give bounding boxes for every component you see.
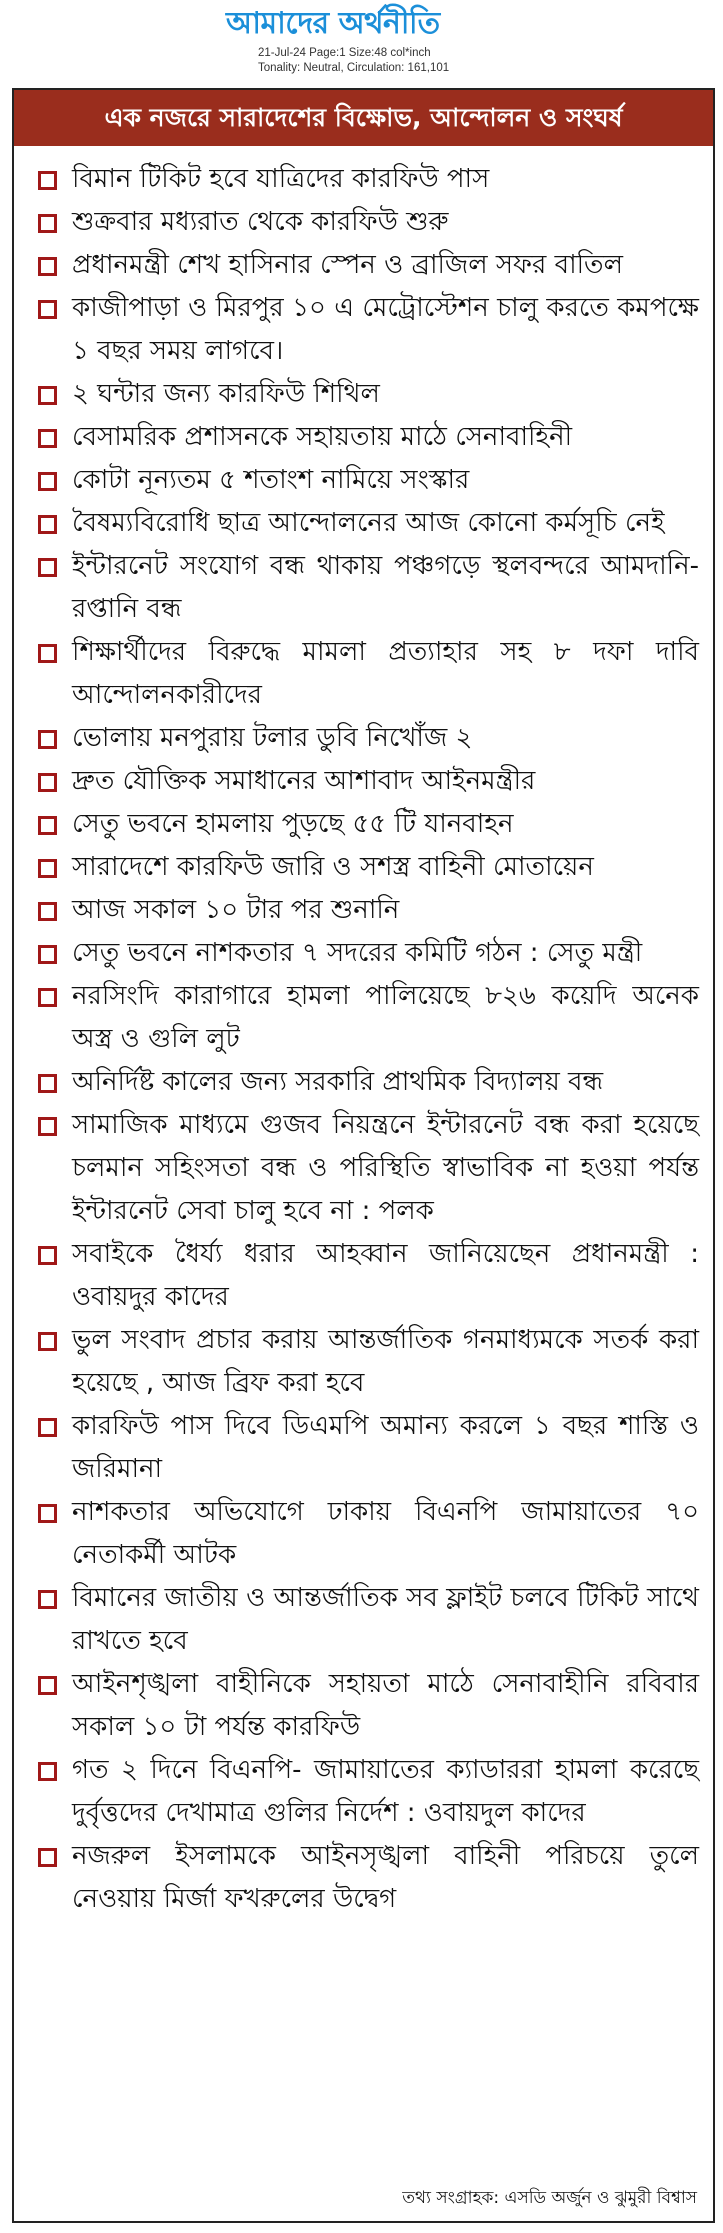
square-bullet-icon [38,1676,57,1695]
masthead [0,0,723,80]
square-bullet-icon [38,472,57,491]
square-bullet-icon [38,1332,57,1351]
clipping-meta-circulation: Tonality: Neutral, Circulation: 161,101 [258,62,450,74]
list-item-text: শুক্রবার মধ্যরাত থেকে কারফিউ শুরু [72,207,449,237]
square-bullet-icon [38,171,57,190]
list-item-text: অনির্দিষ্ট কালের জন্য সরকারি প্রাথমিক বিদ্যালয় বন্ধ [72,1067,604,1097]
list-item-text: গত ২ দিনে বিএনপি- জামায়াতের ক্যাডাররা হামলা করেছে দুর্বৃত্তদের দেখামাত্র গুলির নির্দেশ : ওবায়দুল কাদের [72,1755,699,1828]
list-item [14,932,713,975]
square-bullet-icon [38,558,57,577]
list-item-text: সামাজিক মাধ্যমে গুজব নিয়ন্ত্রনে ইন্টারনেট বন্ধ করা হয়েছে চলমান সহিংসতা বন্ধ ও পরিস্থিতি স্বাভাবিক না হওয়া পর্যন্ত ইন্টারনেট সেবা চালু হবে না : পলক [72,1110,699,1226]
square-bullet-icon [38,945,57,964]
list-item-text: কারফিউ পাস দিবে ডিএমপি অমান্য করলে ১ বছর শাস্তি ও জরিমানা [72,1411,699,1484]
list-item [14,373,713,416]
list-item-text: ইন্টারনেট সংযোগ বন্ধ থাকায় পঞ্চগড়ে স্থলবন্দরে আমদানি-রপ্তানি বন্ধ [72,551,699,624]
square-bullet-icon [38,300,57,319]
square-bullet-icon [38,644,57,663]
source-credit: তথ্য সংগ্রাহক: এসডি অর্জুন ও ঝুমুরী বিশ্বাস [402,2188,697,2208]
list-item [14,803,713,846]
list-item [14,1233,713,1319]
headline-banner: এক নজরে সারাদেশের বিক্ষোভ, আন্দোলন ও সংঘর্ষ [14,90,713,146]
list-item [14,244,713,287]
list-item [14,1061,713,1104]
list-item [14,1663,713,1749]
list-item [14,760,713,803]
list-item-text: সবাইকে ধৈর্য্য ধরার আহব্বান জানিয়েছেন প্রধানমন্ত্রী : ওবায়দুর কাদের [72,1239,699,1312]
list-item-text: শিক্ষার্থীদের বিরুদ্ধে মামলা প্রত্যাহার সহ ৮ দফা দাবি আন্দোলনকারীদের [72,637,699,710]
square-bullet-icon [38,1762,57,1781]
list-item [14,717,713,760]
square-bullet-icon [38,386,57,405]
list-item-text: সেতু ভবনে হামলায় পুড়ছে ৫৫ টি যানবাহন [72,809,514,839]
list-item [14,158,713,201]
square-bullet-icon [38,988,57,1007]
square-bullet-icon [38,515,57,534]
list-item-text: নাশকতার অভিযোগে ঢাকায় বিএনপি জামায়াতের ৭০ নেতাকর্মী আটক [72,1497,699,1570]
square-bullet-icon [38,1246,57,1265]
list-item-text: বৈষম্যবিরোধি ছাত্র আন্দোলনের আজ কোনো কর্মসূচি নেই [72,508,665,538]
clipping-meta-date: 21-Jul-24 Page:1 Size:48 col*inch [258,47,431,59]
list-item-text: কোটা নূন্যতম ৫ শতাংশ নামিয়ে সংস্কার [72,465,470,495]
list-item-text: আইনশৃঙ্খলা বাহীনিকে সহায়তা মাঠে সেনাবাহীনি রবিবার সকাল ১০ টা পর্যন্ত কারফিউ [72,1669,699,1742]
list-item-text: বেসামরিক প্রশাসনকে সহায়তায় মাঠে সেনাবাহিনী [72,422,573,452]
newspaper-logo: আমাদের অর্থনীতি [226,6,440,41]
list-item-text: দ্রুত যৌক্তিক সমাধানের আশাবাদ আইনমন্ত্রীর [72,766,536,796]
list-item [14,1405,713,1491]
square-bullet-icon [38,257,57,276]
square-bullet-icon [38,1848,57,1867]
list-item [14,1749,713,1835]
square-bullet-icon [38,1117,57,1136]
list-item [14,502,713,545]
list-item-text: সারাদেশে কারফিউ জারি ও সশস্ত্র বাহিনী মোতায়েন [72,852,594,882]
list-item-text: ভুল সংবাদ প্রচার করায় আন্তর্জাতিক গনমাধ্যমকে সতর্ক করা হয়েছে , আজ ব্রিফ করা হবে [72,1325,699,1398]
list-item [14,287,713,373]
list-item-text: আজ সকাল ১০ টার পর শুনানি [72,895,400,925]
news-list [14,158,713,1921]
list-item-text: নজরুল ইসলামকে আইনসৃঙ্খলা বাহিনী পরিচয়ে তুলে নেওয়ায় মির্জা ফখরুলের উদ্বেগ [72,1841,699,1914]
news-box [12,88,715,2223]
list-item-text: ভোলায় মনপুরায় টলার ডুবি নিখোঁজ ২ [72,723,473,753]
square-bullet-icon [38,902,57,921]
list-item [14,1835,713,1921]
list-item [14,846,713,889]
list-item [14,889,713,932]
list-item-text: নরসিংদি কারাগারে হামলা পালিয়েছে ৮২৬ কয়েদি অনেক অস্ত্র ও গুলি লুট [72,981,699,1054]
list-item-text: সেতু ভবনে নাশকতার ৭ সদরের কমিটি গঠন : সেতু মন্ত্রী [72,938,643,968]
list-item [14,201,713,244]
square-bullet-icon [38,214,57,233]
list-item [14,1319,713,1405]
square-bullet-icon [38,773,57,792]
square-bullet-icon [38,859,57,878]
list-item [14,459,713,502]
list-item [14,1491,713,1577]
list-item [14,975,713,1061]
square-bullet-icon [38,1074,57,1093]
list-item-text: বিমান টিকিট হবে যাত্রিদের কারফিউ পাস [72,164,490,194]
list-item [14,1104,713,1233]
list-item-text: ২ ঘন্টার জন্য কারফিউ শিথিল [72,379,380,409]
list-item-text: বিমানের জাতীয় ও আন্তর্জাতিক সব ফ্লাইট চলবে টিকিট সাথে রাখতে হবে [72,1583,699,1656]
square-bullet-icon [38,816,57,835]
square-bullet-icon [38,1418,57,1437]
list-item [14,416,713,459]
square-bullet-icon [38,1504,57,1523]
list-item [14,631,713,717]
list-item-text: কাজীপাড়া ও মিরপুর ১০ এ মেট্রোস্টেশন চালু করতে কমপক্ষে ১ বছর সময় লাগবে। [72,293,699,366]
square-bullet-icon [38,1590,57,1609]
list-item-text: প্রধানমন্ত্রী শেখ হাসিনার স্পেন ও ব্রাজিল সফর বাতিল [72,250,623,280]
list-item [14,1577,713,1663]
list-item [14,545,713,631]
square-bullet-icon [38,429,57,448]
square-bullet-icon [38,730,57,749]
